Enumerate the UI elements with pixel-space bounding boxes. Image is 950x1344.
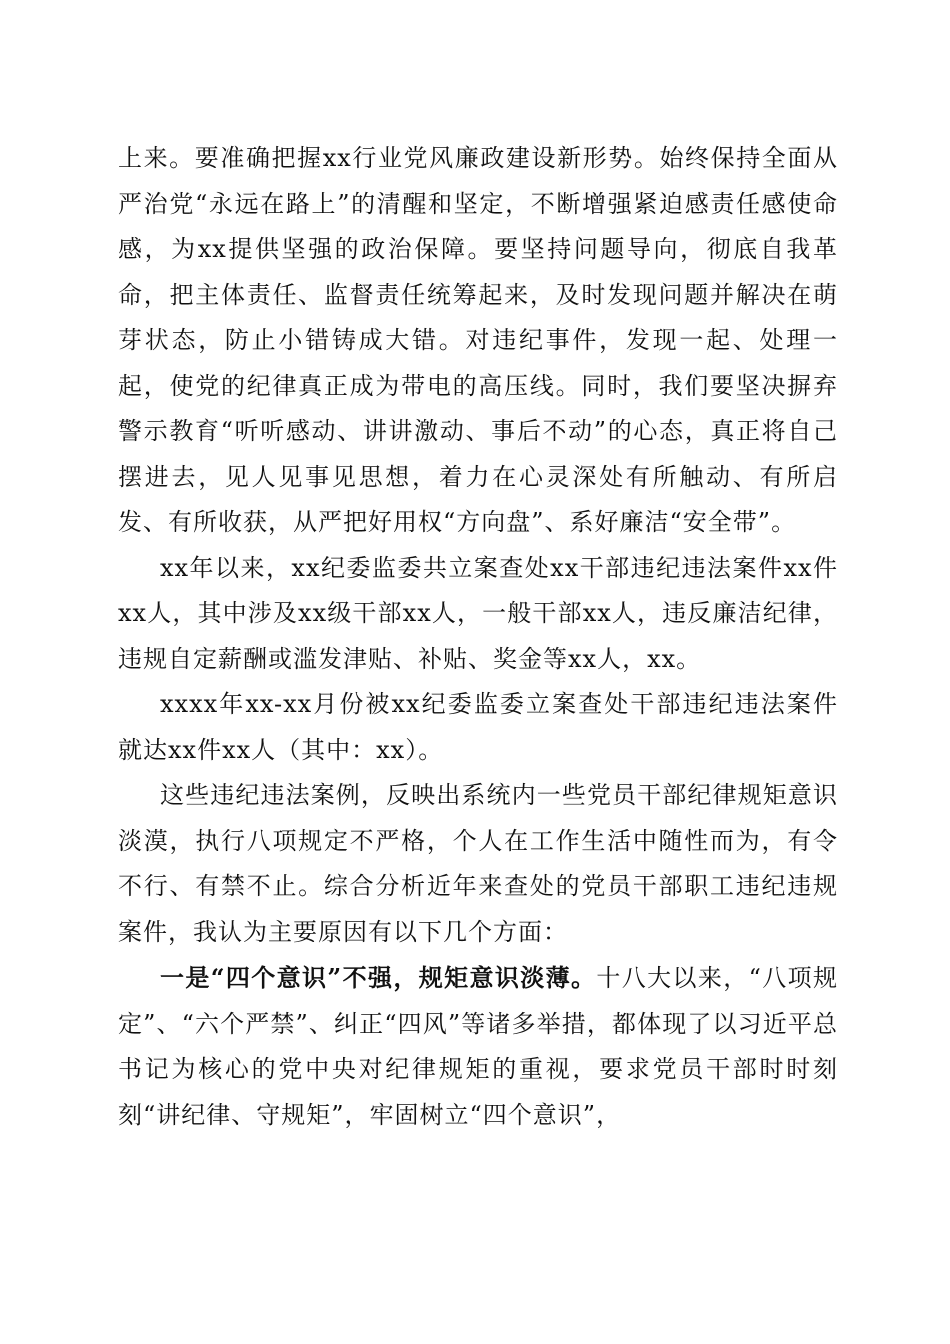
reason-one-heading: 一是“四个意识”不强，规矩意识淡薄。: [160, 963, 597, 992]
paragraph-case-statistics: xx年以来，xx纪委监委共立案查处xx干部违纪违法案件xx件xx人，其中涉及xx级干部xx人，一般干部xx人，违反廉洁纪律，违规自定薪酬或滥发津贴、补贴、奖金等xx人，xx。: [118, 553, 838, 673]
paragraph-case-analysis: 这些违纪违法案例，反映出系统内一些党员干部纪律规矩意识淡漠，执行八项规定不严格，个人在工作生活中随性而为，有令不行、有禁不止。综合分析近年来查处的党员干部职工违纪违规案件，我认为主要原因有以下几个方面：: [118, 781, 838, 946]
paragraph-continuation: 上来。要准确把握xx行业党风廉政建设新形势。始终保持全面从严治党“永远在路上”的清醒和坚定，不断增强紧迫感责任感使命感，为xx提供坚强的政治保障。要坚持问题导向，彻底自我革命，把主体责任、监督责任统筹起来，及时发现问题并解决在萌芽状态，防止小错铸成大错。对违纪事件，发现一起、处理一起，使党的纪律真正成为带电的高压线。同时，我们要坚决摒弃警示教育“听听感动、讲讲激动、事后不动”的心态，真正将自己摆进去，见人见事见思想，着力在心灵深处有所触动、有所启发、有所收获，从严把好用权“方向盘”、系好廉洁“安全带”。: [118, 144, 838, 536]
document-body: [118, 136, 838, 1138]
reason-one-text: 十八大以来，“八项规定”、“六个严禁”、纠正“四风”等诸多举措，都体现了以习近平总书记为核心的党中央对纪律规矩的重视，要求党员干部时时刻刻“讲纪律、守规矩”，牢固树立“四个意识”，: [118, 964, 838, 1129]
paragraph-reason-one: [118, 955, 838, 1138]
paragraph-case-period: xxxx年xx-xx月份被xx纪委监委立案查处干部违纪违法案件就达xx件xx人（其中：xx）。: [118, 690, 838, 764]
